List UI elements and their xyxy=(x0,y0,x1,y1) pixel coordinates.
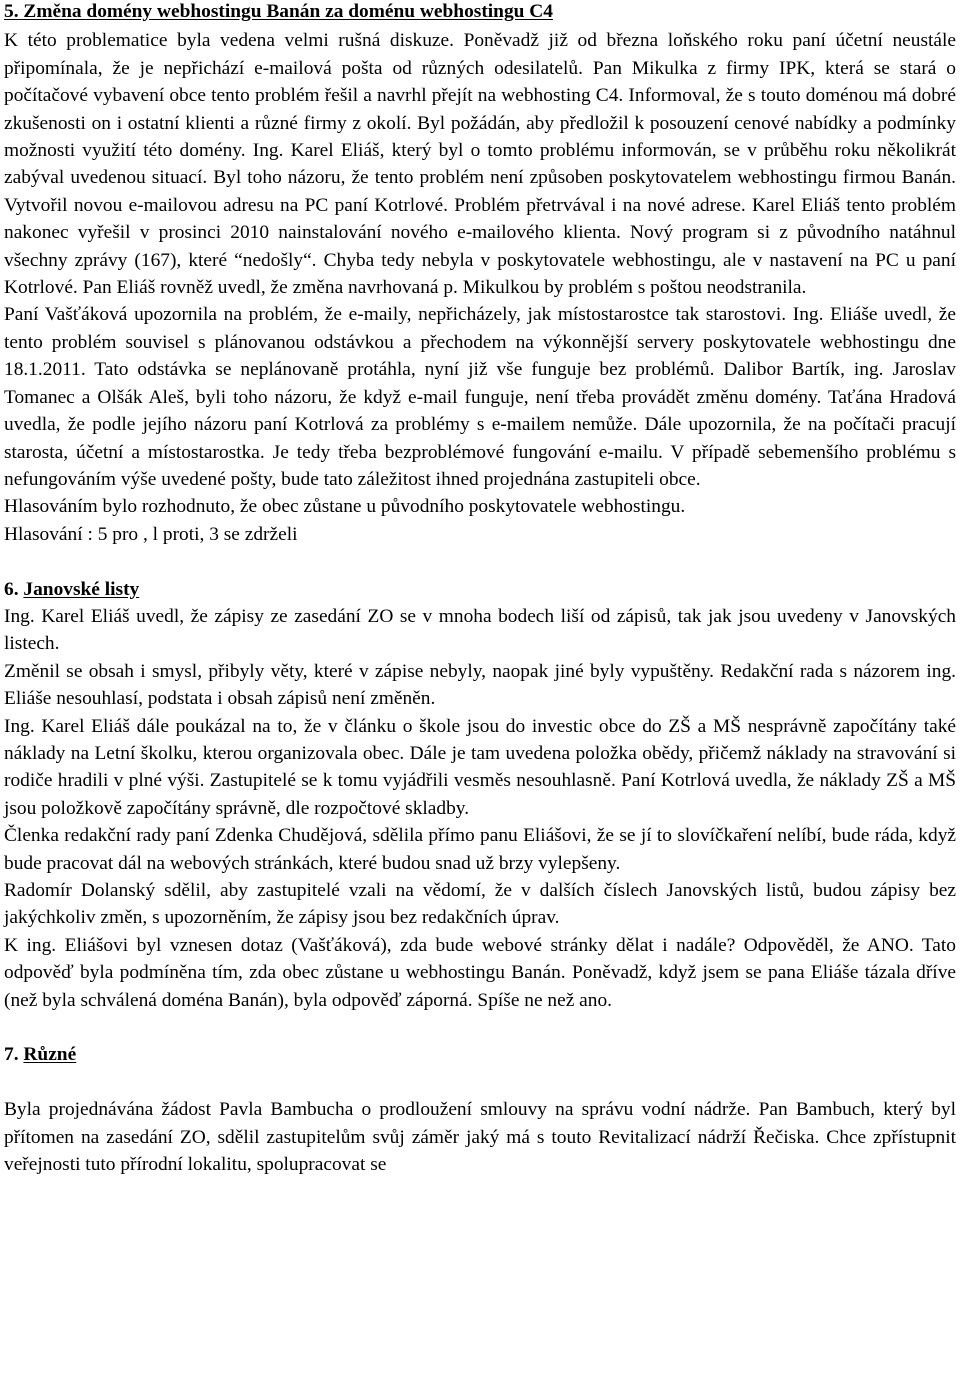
section-5-paragraph-3: Hlasováním bylo rozhodnuto, že obec zůstane u původního poskytovatele webhostingu. xyxy=(4,496,686,518)
section-5-paragraph-2: Paní Vašťáková upozornila na problém, že e-maily, nepřicházely, jak místostarostce tak starostovi. Ing. Eliáše uvedl, že tento problém souvisel s plánovanou odstávkou a přechodem na výkonnější servery poskytovatele webhostingu dne 18.1.2011. Tato odstávka se neplánovaně protáhla, nyní již vše funguje bez problémů. Dalibor Bartík, ing. Jaroslav Tomanec a Olšák Aleš, byli toho názoru, že když e-mail funguje, není třeba provádět změnu domény. Taťána Hradová uvedla, že podle jejího názoru paní Kotrlová za problémy s e-mailem nemůže. Dále upozornila, že na počítači pracují starosta, účetní a místostarostka. Je tedy třeba bezproblémové fungování e-mailu. V případě sebemenšího problému s nefungováním výše uvedené pošty, bude tato záležitost ihned projednána zastupiteli obce. xyxy=(4,304,956,490)
section-6-number: 6. xyxy=(4,578,19,600)
section-5-vote-result: Hlasování : 5 pro , l proti, 3 se zdrželi xyxy=(4,523,298,545)
section-6-paragraph-5: Radomír Dolanský sdělil, aby zastupitelé vzali na vědomí, že v dalších číslech Janovských listů, budou zápisy bez jakýchkoliv změn, s upozorněním, že zápisy jsou bez redakčních úprav. xyxy=(4,879,956,929)
section-5-title: 5. Změna domény webhostingu Banán za doménu webhostingu C4 xyxy=(4,1,553,22)
section-7-title: Různé xyxy=(23,1044,77,1066)
section-6-heading xyxy=(4,576,956,603)
section-7-number: 7. xyxy=(4,1044,19,1066)
section-6-title: Janovské listy xyxy=(23,578,140,600)
section-6-paragraph-1: Ing. Karel Eliáš uvedl, že zápisy ze zasedání ZO se v mnoha bodech liší od zápisů, tak jak jsou uvedeny v Janovských listech. xyxy=(4,605,956,655)
section-7-paragraph-1: Byla projednávána žádost Pavla Bambucha o prodloužení smlouvy na správu vodní nádrže. Pan Bambuch, který byl přítomen na zasedání ZO, sdělil zastupitelům svůj záměr jaký má s touto Revitalizací nádrží Řečiska. Chce zpřístupnit veřejnosti tuto přírodní lokalitu, spolupracovat se xyxy=(4,1099,956,1176)
spacer xyxy=(4,1014,956,1041)
section-5-heading xyxy=(4,0,956,25)
document-page xyxy=(4,0,956,1178)
section-6-paragraph-3: Ing. Karel Eliáš dále poukázal na to, že v článku o škole jsou do investic obce do ZŠ a MŠ nesprávně započítány také náklady na Letní školku, kterou organizovala obec. Dále je tam uvedena položka obědy, přičemž náklady na stravování si rodiče hradili v plné výši. Zastupitelé se k tomu vyjádřili vesměs nesouhlasně. Paní Kotrlová uvedla, že náklady ZŠ a MŠ jsou položkově započítány správně, dle rozpočtové skladby. xyxy=(4,715,956,819)
section-5-paragraph-1: K této problematice byla vedena velmi rušná diskuze. Poněvadž již od března loňského roku paní účetní neustále připomínala, že je nepřichází e-mailová pošta od různých odesilatelů. Pan Mikulka z firmy IPK, která se stará o počítačové vybavení obce tento problém řešil a navrhl přejít na webhosting C4. Informoval, že s touto doménou má dobré zkušenosti on i ostatní klienti a různé firmy z okolí. Byl požádán, aby předložil k posouzení cenové nabídky a podmínky možnosti využití této domény. Ing. Karel Eliáš, který byl o tomto problému informován, se v průběhu roku několikrát zabýval uvedenou situací. Byl toho názoru, že tento problém není způsoben poskytovatelem webhostingu firmou Banán. Vytvořil novou e-mailovou adresu na PC paní Kotrlové. Problém přetrvával i na nové adrese. Karel Eliáš tento problém nakonec vyřešil v prosinci 2010 nainstalování nového e-mailového klienta. Nový program si z původního natáhnul všechny zprávy (167), které “nedošly“. Chyba tedy nebyla v poskytovatele webhostingu, ale v nastavení na PC u paní Kotrlové. Pan Eliáš rovněž uvedl, že změna navrhovaná p. Mikulkou by problém s poštou neodstranila. xyxy=(4,30,956,299)
section-6-paragraph-6: K ing. Eliášovi byl vznesen dotaz (Vašťáková), zda bude webové stránky dělat i nadále? Odpověděl, že ANO. Tato odpověď byla podmíněna tím, zda obec zůstane u webhostingu Banán. Poněvadž, když jsem se pana Eliáše tázala dříve (než byla schválená doména Banán), byla odpověď záporná. Spíše ne než ano. xyxy=(4,934,956,1011)
section-6-paragraph-4: Členka redakční rady paní Zdenka Chudějová, sdělila přímo panu Eliášovi, že se jí to slovíčkaření nelíbí, bude ráda, když bude pracovat dál na webových stránkách, které budou snad už brzy vylepšeny. xyxy=(4,825,956,874)
spacer xyxy=(4,548,956,575)
spacer xyxy=(4,1069,956,1096)
section-7-heading xyxy=(4,1041,956,1068)
section-6-paragraph-2: Změnil se obsah i smysl, přibyly věty, které v zápise nebyly, naopak jiné byly vypuštěny. Redakční rada s názorem ing. Eliáše nesouhlasí, podstata i obsah zápisů není změněn. xyxy=(4,660,956,710)
